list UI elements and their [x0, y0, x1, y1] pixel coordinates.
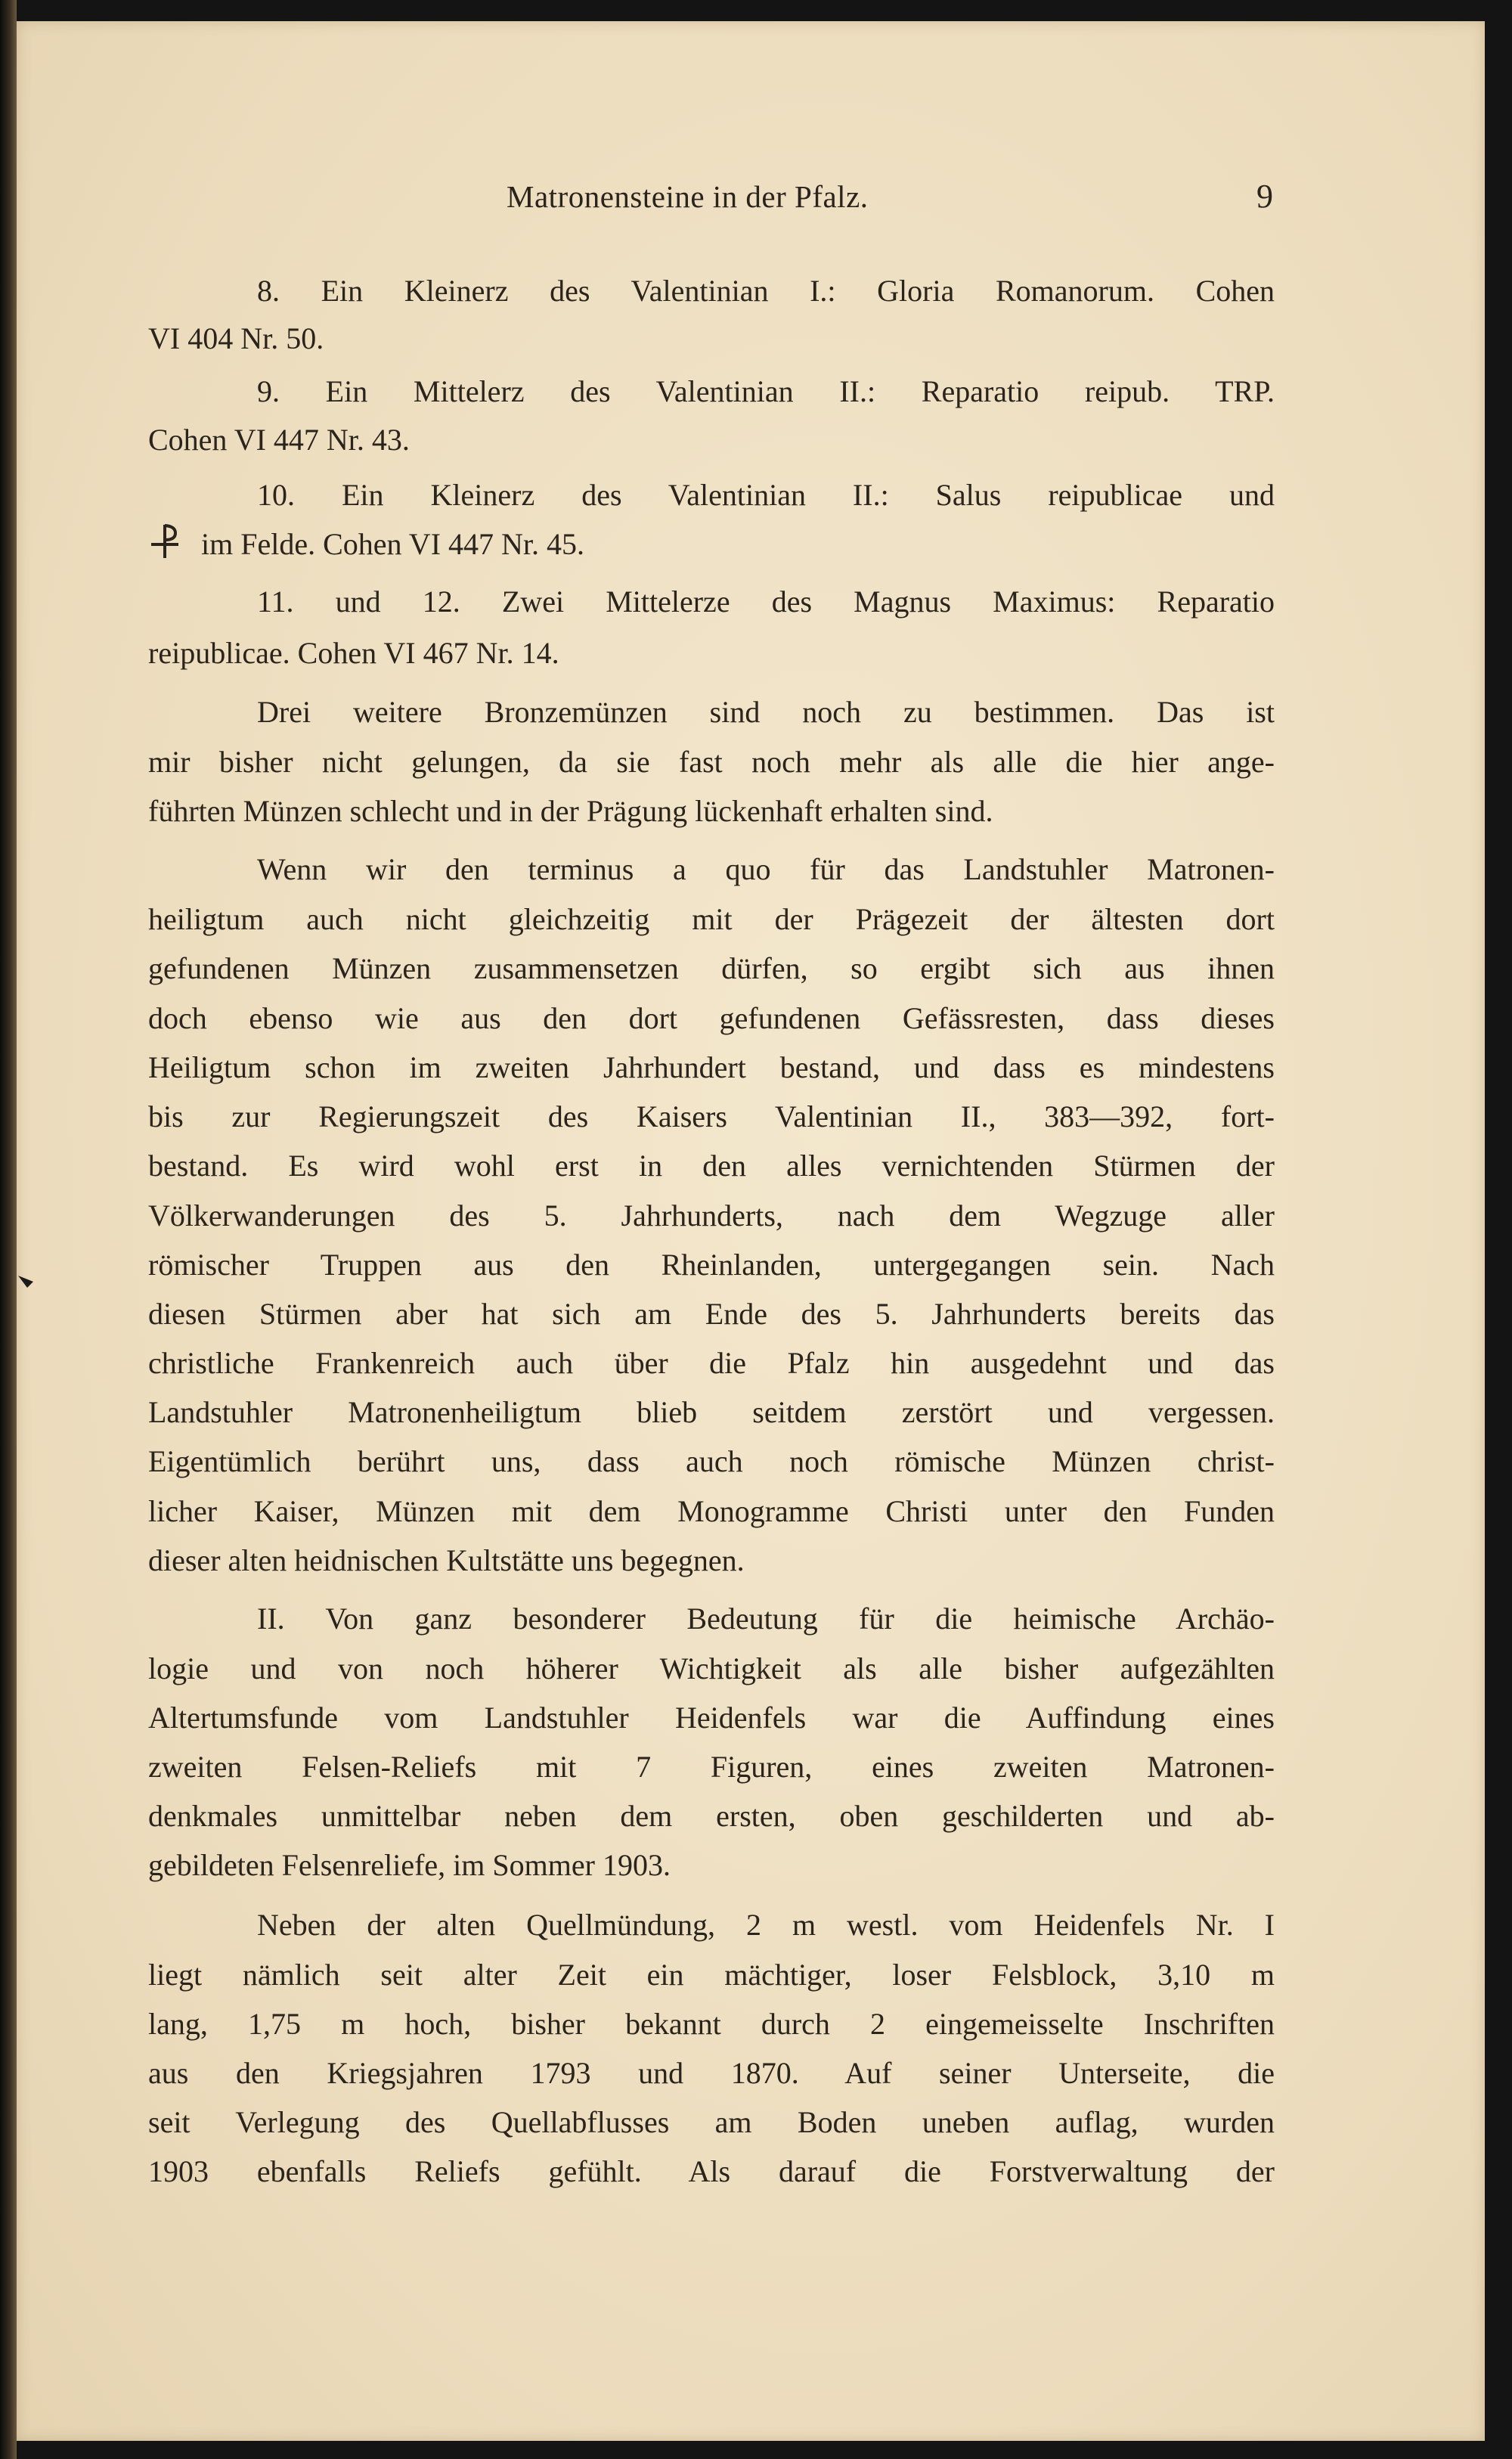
text-line: Drei weitere Bronzemünzen sind noch zu bestimmen. Das ist [257, 695, 1275, 729]
text-line: licher Kaiser, Münzen mit dem Monogramme Christi unter den Funden [148, 1494, 1275, 1528]
text-line: 11. und 12. Zwei Mittelerze des Magnus Maximus: Reparatio [257, 585, 1275, 619]
text-line: dieser alten heidnischen Kultstätte uns begegnen. [148, 1543, 745, 1577]
text-line: bestand. Es wird wohl erst in den alles vernichtenden Stürmen der [148, 1149, 1275, 1183]
text-line: gebildeten Felsenreliefe, im Sommer 1903. [148, 1848, 671, 1882]
text-line: mir bisher nicht gelungen, da sie fast noch mehr als alle die hier ange- [148, 745, 1275, 779]
text-line: aus den Kriegsjahren 1793 und 1870. Auf seiner Unterseite, die [148, 2056, 1275, 2090]
text-line: II. Von ganz besonderer Bedeutung für die heimische Archäo- [257, 1602, 1275, 1636]
text-line: Wenn wir den terminus a quo für das Landstuhler Matronen- [257, 852, 1275, 886]
text-line: Neben der alten Quellmündung, 2 m westl. vom Heidenfels Nr. I [257, 1908, 1275, 1942]
text-line: logie und von noch höherer Wichtigkeit als alle bisher aufgezählten [148, 1651, 1275, 1685]
book-gutter-edge [0, 0, 17, 2459]
page-number: 9 [1256, 178, 1273, 215]
text-line: christliche Frankenreich auch über die Pfalz hin ausgedehnt und das [148, 1346, 1275, 1380]
text-line: reipublicae. Cohen VI 467 Nr. 14. [148, 636, 559, 670]
text-line: 1903 ebenfalls Reliefs gefühlt. Als darauf die Forstverwaltung der [148, 2154, 1275, 2188]
text-line: gefundenen Münzen zusammensetzen dürfen, so ergibt sich aus ihnen [148, 951, 1275, 985]
text-line: Eigentümlich berührt uns, dass auch noch römische Münzen christ- [148, 1444, 1275, 1478]
text-line: führten Münzen schlecht und in der Prägung lückenhaft erhalten sind. [148, 794, 993, 828]
running-head: Matronensteine in der Pfalz. [507, 179, 869, 214]
text-line: Heiligtum schon im zweiten Jahrhundert bestand, und dass es mindestens [148, 1050, 1275, 1084]
margin-arrow-icon [17, 1273, 38, 1289]
text-line: lang, 1,75 m hoch, bisher bekannt durch 2 eingemeisselte Inschriften [148, 2007, 1275, 2041]
text-line: doch ebenso wie aus den dort gefundenen Gefässresten, dass dieses [148, 1001, 1275, 1035]
text-line: liegt nämlich seit alter Zeit ein mächtiger, loser Felsblock, 3,10 m [148, 1958, 1275, 1992]
text-line: römischer Truppen aus den Rheinlanden, untergegangen sein. Nach [148, 1248, 1275, 1282]
text-line: heiligtum auch nicht gleichzeitig mit der Prägezeit der ältesten dort [148, 902, 1275, 936]
text-line: bis zur Regierungszeit des Kaisers Valentinian II., 383—392, fort- [148, 1099, 1275, 1133]
text-line: diesen Stürmen aber hat sich am Ende des 5. Jahrhunderts bereits das [148, 1297, 1275, 1331]
text-line: 8. Ein Kleinerz des Valentinian I.: Gloria Romanorum. Cohen [257, 274, 1275, 308]
text-line: Landstuhler Matronenheiligtum blieb seitdem zerstört und vergessen. [148, 1395, 1275, 1429]
text-line: 10. Ein Kleinerz des Valentinian II.: Salus reipublicae und [257, 478, 1275, 512]
text-line-content: im Felde. Cohen VI 447 Nr. 45. [201, 527, 585, 561]
text-line: Völkerwanderungen des 5. Jahrhunderts, nach dem Wegzuge aller [148, 1198, 1275, 1233]
text-line: Cohen VI 447 Nr. 43. [148, 423, 410, 457]
chi-rho-monogram-icon [148, 522, 181, 572]
text-line: seit Verlegung des Quellabflusses am Boden uneben auflag, wurden [148, 2105, 1275, 2139]
text-line: Altertumsfunde vom Landstuhler Heidenfels war die Auffindung eines [148, 1701, 1275, 1735]
text-line: denkmales unmittelbar neben dem ersten, oben geschilderten und ab- [148, 1799, 1275, 1833]
text-line: zweiten Felsen-Reliefs mit 7 Figuren, eines zweiten Matronen- [148, 1750, 1275, 1784]
text-line-with-monogram [148, 522, 1275, 567]
text-line: 9. Ein Mittelerz des Valentinian II.: Reparatio reipub. TRP. [257, 374, 1275, 408]
text-line: VI 404 Nr. 50. [148, 321, 324, 355]
